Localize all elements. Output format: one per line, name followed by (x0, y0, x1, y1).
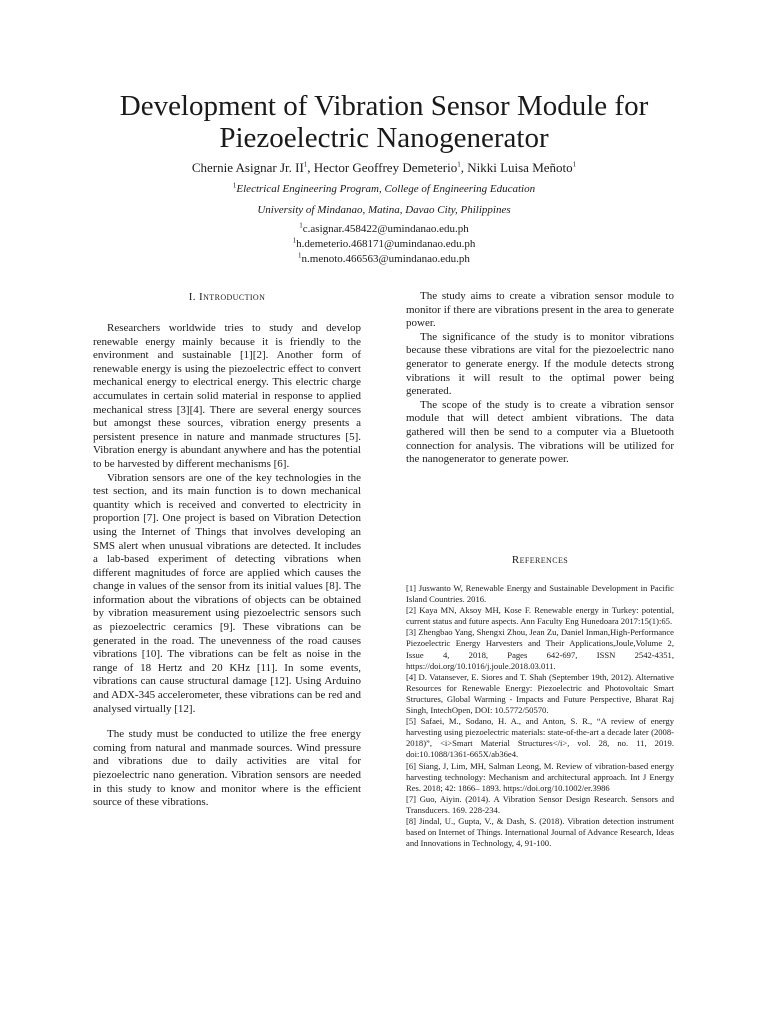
author-list: Chernie Asignar Jr. $II^1$, Hector Geoffrey Demeterio$^1$, Nikki Luisa Meñoto$^1$ (191, 160, 577, 175)
affiliation-line-1 (40, 182, 728, 196)
author-email: c.asignar.458422@umindanao.edu.ph (302, 223, 469, 235)
title-line-1: Development of Vibration Sensor Module for (119, 90, 649, 122)
reference-item: [5] Safaei, M., Sodano, H. A., and Anton, S. R., “A review of energy harvesting using piezoelectric materials: state-of-the-art a decade later (2008-2018)”, <i>Smart Material Structures</i>, vol. 28, no. 11, 2019. doi:10.1088/1361-665X/ab36e4. (406, 716, 674, 760)
author-name: Nikki Luisa Meñoto (467, 160, 573, 175)
right-column (406, 290, 674, 467)
body-paragraph: The scope of the study is to create a vibration sensor module that will detect ambient vibrations. The data gathered will then be send to a computer via a Bluetooth connection for analysis. The vibrations will be utilized for the nanogenerator to generate power. (406, 398, 674, 466)
affiliation-program: Electrical Engineering Program, College of Engineering Education (236, 183, 536, 195)
email-line (40, 237, 728, 251)
body-paragraph: The study must be conducted to utilize the free energy coming from natural and manmade sources. Wind pressure and vibrations due to daily activities are vital for piezoelectric nano generation. Vibration sensors are needed in this study to know and monitor where is the efficient source of these vibrations. (93, 728, 361, 809)
reference-item: [6] Siang, J, Lim, MH, Salman Leong, M. Review of vibration-based energy harvesting technology: Mechanism and architectural approach. Int J Energy Res. 2018; 42: 1866– 1893. https://doi.org/10.1002/er.3986 (406, 760, 674, 793)
title-line-2: Piezoelectric Nanogenerator (219, 122, 549, 154)
author-name: Chernie Asignar Jr. II (191, 160, 304, 175)
reference-item: [4] D. Vatansever, E. Siores and T. Shah (September 19th, 2012). Alternative Resources for Renewable Energy: Piezoelectric and Photovoltaic Smart Structures, Global Warming - Impacts and Future Perspective, Bharat Raj Singh, IntechOpen, DOI: 10.5772/50570. (406, 671, 674, 716)
author-email: n.menoto.466563@umindanao.edu.ph (301, 253, 470, 265)
reference-item: [1] Juswanto W, Renewable Energy and Sustainable Development in Pacific Island Countries. 2016. (406, 583, 674, 605)
email-mark: 1 (299, 221, 303, 230)
author-name: Hector Geoffrey Demeterio (313, 160, 458, 175)
reference-item: [7] Guo, Aiyin. (2014). A Vibration Sensor Design Research. Sensors and Transducers. 169. 228-234. (406, 793, 674, 815)
email-mark: 1 (298, 251, 302, 260)
author-affiliation-mark: 1 (457, 160, 461, 169)
introduction-heading: I. Introduction (188, 291, 266, 303)
body-paragraph: Researchers worldwide tries to study and develop renewable energy mainly because it is friendly to the environment and sustainable [1][2]. Another form of renewable energy is using the piezoelectric effect to convert mechanical energy to electrical energy. This electric charge accumulates in certain solid material in response to applied mechanical stress [3][4]. There are several energy sources but amongst these sources, vibration energy presents a persistent presence in nature and manmade structures [5]. Vibration energy is abundant anywhere and has the potential to be harvested by different mechanisms [6]. (93, 322, 361, 470)
reference-list (406, 583, 674, 849)
paper-title (40, 90, 728, 154)
email-line (40, 252, 728, 266)
author-affiliation-mark: 1 (303, 160, 308, 169)
left-column (93, 290, 361, 810)
body-paragraph: The study aims to create a vibration sensor module to monitor if there are vibrations present in the area to generate power. (406, 290, 674, 330)
email-mark: 1 (292, 236, 297, 245)
author-email: h.demeterio.468171@umindanao.edu.ph (296, 238, 476, 250)
affiliation-mark: 1 (232, 181, 237, 190)
body-paragraph: The significance of the study is to monitor vibrations because these vibrations are vital for the piezoelectric nano generator to generate energy. If the module detects strong vibrations it will result to the optimal power being generated. (406, 330, 674, 398)
reference-item: [3] Zhengbao Yang, Shengxi Zhou, Jean Zu, Daniel Inman,High-Performance Piezoelectric Energy Harvesters and Their Applications,Joule,Volume 2, Issue 4, 2018, Pages 642-697, ISSN 2542-4351, https://doi.org/10.1016/j.joule.2018.03.011. (406, 627, 674, 671)
affiliation-university: University of Mindanao, Matina, Davao City, Philippines (257, 204, 511, 216)
body-paragraph: Vibration sensors are one of the key technologies in the test section, and its main function is to down mechanical quantity which is received and converted to electricity in proportion [7]. One project is based on Vibration Detection using the Internet of Things that involves developing an SMS alert when unusual vibrations are detected. It includes a lab-based experiment of detecting vibrations when different magnitudes of force are applied which causes the change in values of the sensor from its initial values [8]. The information about the vibrations of objects can be obtained by vibration measurement using piezoelectric sensors such as piezoelectric ceramics [9]. These vibrations can be generated in the road. The unevenness of the road causes vibrations [10]. The vibrations can be felt as noise in the range of 18 Hertz and 20 KHz [11]. In some events, vibrations can cause structural damage [12]. Using Arduino and ADX-345 accelerometer, these vibrations can be red and analysed virtually [12]. (93, 471, 361, 715)
affiliation-line-2 (40, 203, 728, 217)
email-line (40, 222, 728, 236)
author-affiliation-mark: 1 (572, 160, 577, 169)
references-heading: References (511, 554, 569, 566)
reference-item: [8] Jindal, U., Gupta, V., & Dash, S. (2018). Vibration detection instrument based on Internet of Things. International Journal of Advance Research, Ideas and Innovations in Technology, 4, 91-100. (406, 815, 674, 849)
reference-item: [2] Kaya MN, Aksoy MH, Kose F. Renewable energy in Turkey: potential, current status and future aspects. Ann Faculty Eng Hunedoara 2017:15(1):65. (406, 605, 674, 627)
